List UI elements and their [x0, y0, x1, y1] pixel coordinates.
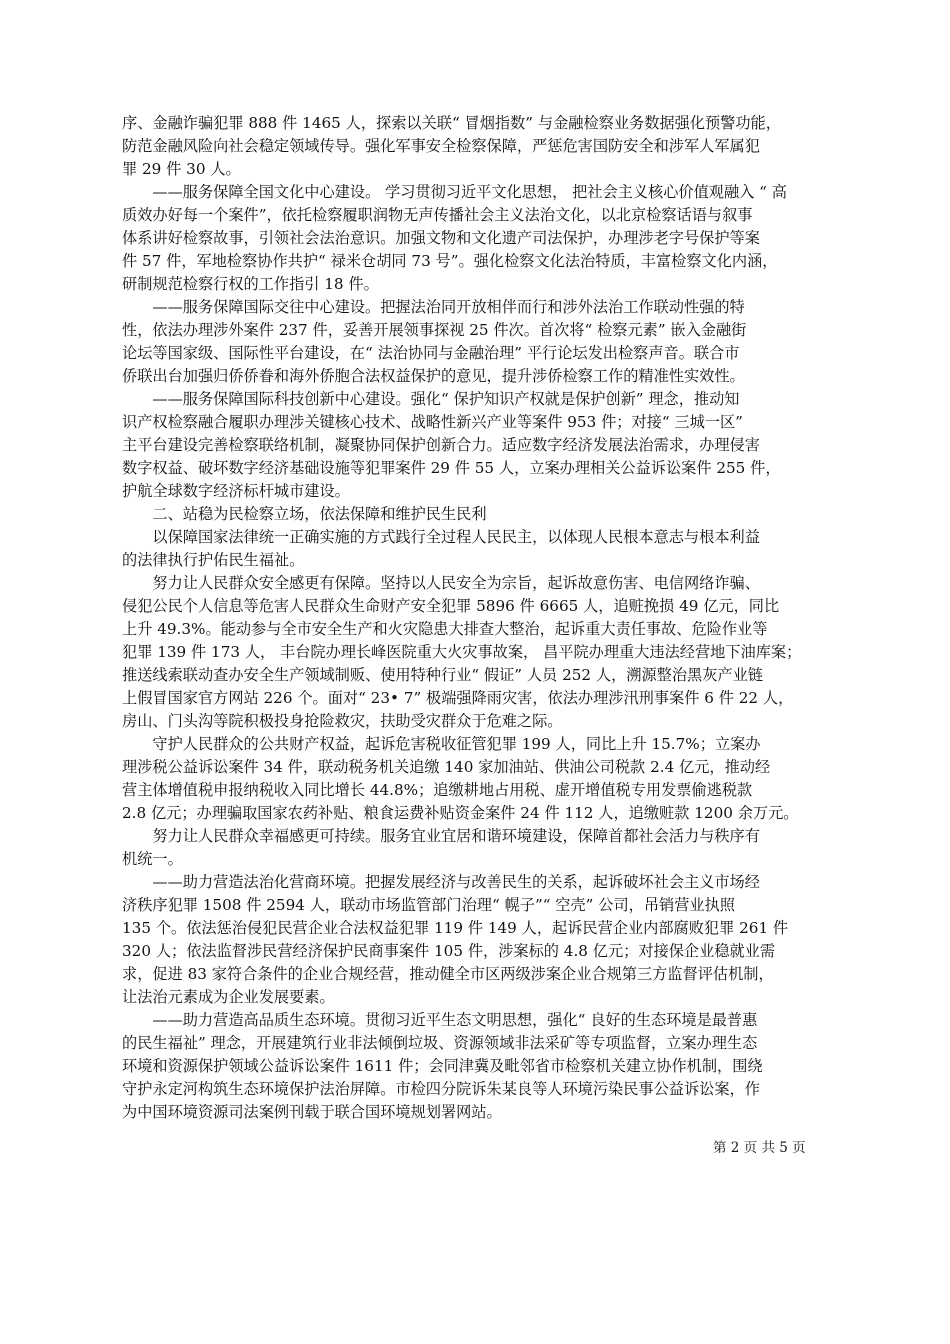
text-line: 房山、门头沟等院积极投身抢险救灾，扶助受灾群众于危难之际。 — [122, 712, 563, 730]
text-line: 守护人民群众的公共财产权益，起诉危害税收征管犯罪 199 人，同比上升 15.7%；立案办 — [122, 735, 761, 753]
text-line: 件 57 件，军地检察协作共护“ 禄米仓胡同 73 号”。强化检察文化法治特质，丰富检察文化内涵， — [122, 252, 778, 270]
text-line: 罪 29 件 30 人。 — [122, 160, 241, 178]
text-line: 二、站稳为民检察立场，依法保障和维护民生民利 — [122, 505, 487, 523]
text-line: 侵犯公民个人信息等危害人民群众生命财产安全犯罪 5896 件 6665 人，追赃挽损 49 亿元，同比 — [122, 597, 780, 615]
text-line: 质效办好每一个案件”，依托检察履职润物无声传播社会主义法治文化，以北京检察话语与叙事 — [122, 206, 753, 224]
text-line: 320 人；依法监督涉民营经济保护民商事案件 105 件，涉案标的 4.8 亿元；对接保企业稳就业需 — [122, 942, 776, 960]
text-line: 的法律执行护佑民生福祉。 — [122, 551, 305, 569]
text-line: 数字权益、破坏数字经济基础设施等犯罪案件 29 件 55 人，立案办理相关公益诉讼案件 255 件， — [122, 459, 781, 477]
text-line: ——服务保障国际科技创新中心建设。强化“ 保护知识产权就是保护创新” 理念，推动知 — [122, 390, 740, 408]
text-line: 识产权检察融合履职办理涉关键核心技术、战略性新兴产业等案件 953 件；对接“ 三城一区” — [122, 413, 743, 431]
text-line: 2.8 亿元；办理骗取国家农药补贴、粮食运费补贴资金案件 24 件 112 人，追缴赃款 1200 余万元。 — [122, 804, 799, 822]
text-line: ——服务保障国际交往中心建设。把握法治同开放相伴而行和涉外法治工作联动性强的特 — [122, 298, 745, 316]
text-line: 主平台建设完善检察联络机制，凝聚协同保护创新合力。适应数字经济发展法治需求，办理侵害 — [122, 436, 760, 454]
text-line: 性，依法办理涉外案件 237 件，妥善开展领事探视 25 件次。首次将“ 检察元素” 嵌入金融街 — [122, 321, 747, 339]
text-line: 研制规范检察行权的工作指引 18 件。 — [122, 275, 379, 293]
text-line: 犯罪 139 件 173 人， 丰台院办理长峰医院重大火灾事故案， 昌平院办理重大违法经营地下油库案； — [122, 643, 802, 661]
text-line: 让法治元素成为企业发展要素。 — [122, 988, 335, 1006]
text-line: 上升 49.3%。能动参与全市安全生产和火灾隐患大排查大整治，起诉重大责任事故、危险作业等 — [122, 620, 768, 638]
text-line: 以保障国家法律统一正确实施的方式践行全过程人民民主，以体现人民根本意志与根本利益 — [122, 528, 760, 546]
text-line: 环境和资源保护领域公益诉讼案件 1611 件；会同津冀及毗邻省市检察机关建立协作机制，围绕 — [122, 1057, 763, 1075]
text-line: 体系讲好检察故事，引领社会法治意识。加强文物和文化遗产司法保护，办理涉老字号保护等案 — [122, 229, 760, 247]
text-line: 济秩序犯罪 1508 件 2594 人，联动市场监管部门治理“ 幌子”“ 空壳” 公司，吊销营业执照 — [122, 896, 735, 914]
text-line: 的民生福祉” 理念，开展建筑行业非法倾倒垃圾、资源领域非法采矿等专项监督，立案办理生态 — [122, 1034, 758, 1052]
text-line: 推送线索联动查办安全生产领域制贩、使用特种行业“ 假证” 人员 252 人，溯源整治黑灰产业链 — [122, 666, 763, 684]
text-line: 论坛等国家级、国际性平台建设，在“ 法治协同与金融治理” 平行论坛发出检察声音。联合市 — [122, 344, 740, 362]
text-line: ——助力营造高品质生态环境。贯彻习近平生态文明思想，强化“ 良好的生态环境是最普惠 — [122, 1011, 758, 1029]
text-line: 机统一。 — [122, 850, 183, 868]
text-line: 守护永定河构筑生态环境保护法治屏障。市检四分院诉朱某良等人环境污染民事公益诉讼案，作 — [122, 1080, 760, 1098]
text-line: 侨联出台加强归侨侨眷和海外侨胞合法权益保护的意见，提升涉侨检察工作的精准性实效性。 — [122, 367, 745, 385]
text-line: 防范金融风险向社会稳定领域传导。强化军事安全检察保障，严惩危害国防安全和涉军人军属犯 — [122, 137, 760, 155]
text-line: 135 个。依法惩治侵犯民营企业合法权益犯罪 119 件 149 人，起诉民营企业内部腐败犯罪 261 件 — [122, 919, 789, 937]
text-line: 上假冒国家官方网站 226 个。面对“ 23• 7” 极端强降雨灾害，依法办理涉汛刑事案件 6 件 22 人， — [122, 689, 794, 707]
text-line: 护航全球数字经济标杆城市建设。 — [122, 482, 350, 500]
text-line: ——服务保障全国文化中心建设。 学习贯彻习近平文化思想， 把社会主义核心价值观融入 “ 高 — [122, 183, 787, 201]
page-footer: 第 2 页 共 5 页 — [713, 1140, 806, 1156]
body-text — [122, 112, 830, 1124]
text-line: 序、金融诈骗犯罪 888 件 1465 人，探索以关联“ 冒烟指数” 与金融检察业务数据强化预警功能， — [122, 114, 781, 132]
text-line: 努力让人民群众幸福感更可持续。服务宜业宜居和谐环境建设，保障首都社会活力与秩序有 — [122, 827, 760, 845]
text-line: 理涉税公益诉讼案件 34 件，联动税务机关追缴 140 家加油站、供油公司税款 2.4 亿元，推动经 — [122, 758, 771, 776]
text-line: 努力让人民群众安全感更有保障。坚持以人民安全为宗旨，起诉故意伤害、电信网络诈骗、 — [122, 574, 760, 592]
text-line: 为中国环境资源司法案例刊载于联合国环境规划署网站。 — [122, 1103, 502, 1121]
text-line: ——助力营造法治化营商环境。把握发展经济与改善民生的关系，起诉破坏社会主义市场经 — [122, 873, 760, 891]
text-line: 求，促进 83 家符合条件的企业合规经营，推动健全市区两级涉案企业合规第三方监督评估机制， — [122, 965, 774, 983]
text-line: 营主体增值税申报纳税收入同比增长 44.8%；追缴耕地占用税、虚开增值税专用发票偷逃税款 — [122, 781, 753, 799]
